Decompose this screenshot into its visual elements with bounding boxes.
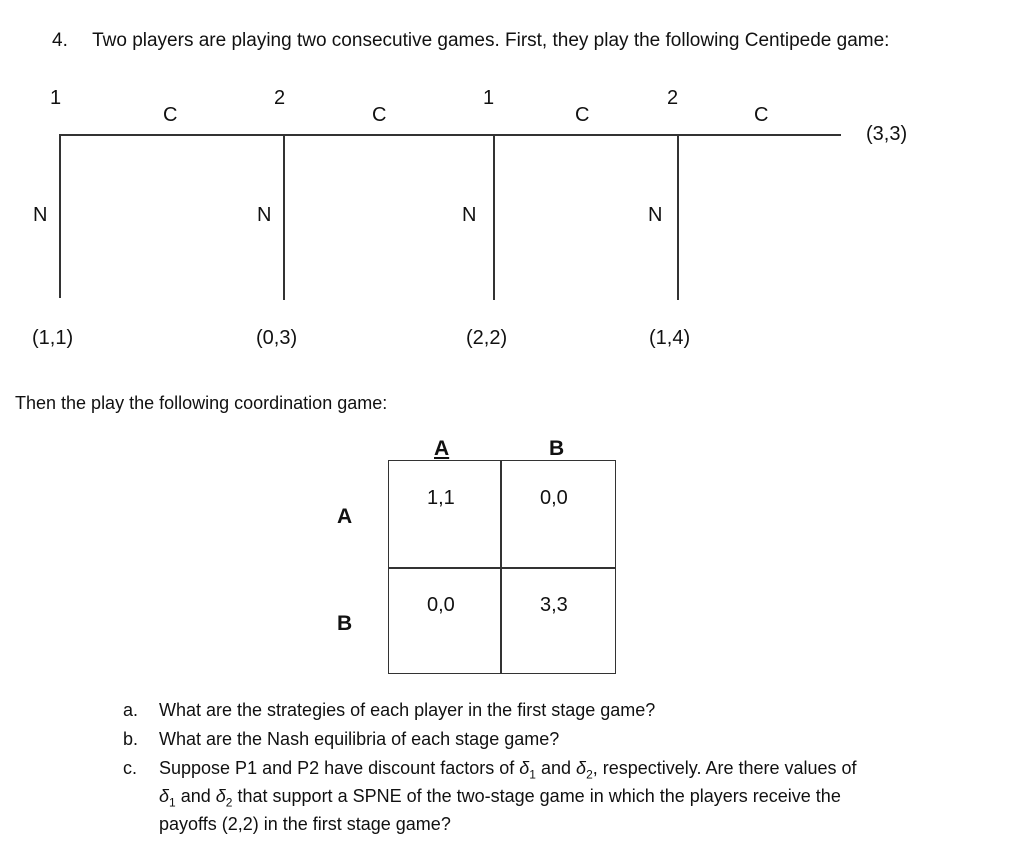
row-header-a: A	[337, 505, 353, 528]
question-b-letter: b.	[123, 729, 139, 749]
payoff-node-4: (1,4)	[649, 327, 691, 349]
continue-label-3: C	[575, 104, 590, 126]
stop-label-1: N	[33, 204, 48, 226]
question-c-letter: c.	[123, 758, 138, 778]
question-a-text: What are the strategies of each player in the first stage game?	[159, 700, 656, 720]
stop-label-2: N	[257, 204, 272, 226]
delta-1-symbol: $\delta_1$	[519, 758, 536, 782]
cell-b-a: 0,0	[427, 594, 455, 616]
delta-2-symbol-b: $\delta_2$	[215, 786, 233, 810]
delta-1-symbol-b: $\delta_1$	[159, 786, 176, 810]
cell-a-a: 1,1	[427, 487, 455, 509]
question-c-text-1: Suppose P1 and P2 have discount factors of	[159, 758, 515, 778]
stop-line-2	[283, 134, 285, 300]
stop-line-1	[59, 134, 61, 298]
player-label-node-4: 2	[667, 87, 679, 109]
row-header-b: B	[337, 612, 353, 635]
question-a-letter: a.	[123, 700, 139, 720]
continue-label-1: C	[163, 104, 178, 126]
continue-label-2: C	[372, 104, 387, 126]
payoff-node-2: (0,3)	[256, 327, 298, 349]
problem-statement	[52, 30, 889, 52]
cell-a-b: 0,0	[540, 487, 568, 509]
col-header-b: B	[549, 437, 565, 460]
stop-line-3	[493, 134, 495, 300]
question-c-text-5: that support a SPNE of the two-stage game in which the players receive the	[237, 786, 841, 806]
final-payoff: (3,3)	[866, 123, 908, 145]
question-c-text-4: and	[180, 786, 211, 806]
delta-2-symbol: $\delta_2$	[576, 758, 593, 782]
player-label-node-2: 2	[274, 87, 286, 109]
centipede-main-line	[59, 134, 841, 136]
question-b-text: What are the Nash equilibria of each stage game?	[159, 729, 560, 749]
stop-label-4: N	[648, 204, 663, 226]
payoff-node-1: (1,1)	[32, 327, 74, 349]
question-c-line-1	[159, 758, 857, 782]
player-label-node-1: 1	[50, 87, 62, 109]
payoff-node-3: (2,2)	[466, 327, 508, 349]
stop-line-4	[677, 134, 679, 300]
problem-intro: Two players are playing two consecutive games. First, they play the following Centipede game:	[92, 30, 890, 51]
grid-divider-horizontal	[388, 567, 616, 569]
cell-b-b: 3,3	[540, 594, 568, 616]
question-c-line-2	[159, 786, 841, 810]
question-c-text-2: and	[540, 758, 572, 778]
question-c-text-3: , respectively. Are there values of	[592, 758, 857, 778]
stop-label-3: N	[462, 204, 477, 226]
problem-number: 4.	[52, 30, 68, 51]
player-label-node-3: 1	[483, 87, 495, 109]
col-header-a: A	[434, 437, 450, 460]
coordination-intro: Then the play the following coordination game:	[15, 393, 388, 413]
continue-label-4: C	[754, 104, 769, 126]
question-c-line-3: payoffs (2,2) in the first stage game?	[159, 814, 451, 834]
